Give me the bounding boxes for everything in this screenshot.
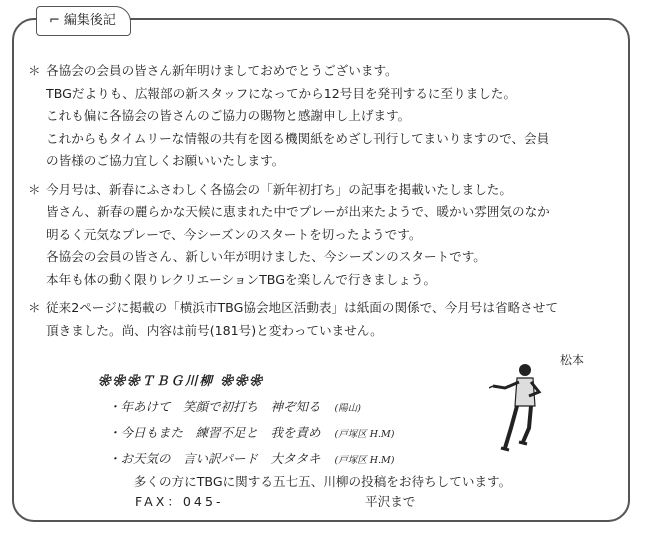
paragraph-new-year-play — [28, 179, 618, 292]
asterisk-icon: ＊ — [28, 181, 41, 197]
tab-bracket-icon: ⌐ — [49, 13, 60, 28]
paragraph-line: これも偏に各協会の皆さんのご協力の賜物と感謝申し上げます。 — [46, 108, 411, 123]
footer-contact — [0, 492, 645, 512]
paragraph-line: 各協会の会員の皆さん、新しい年が明けました、今シーズンのスタートです。 — [46, 249, 486, 264]
paragraph-notice — [28, 297, 618, 342]
paragraph-line: ＊ 従来2ページに掲載の「横浜市TBG協会地区活動表」は紙面の関係で、今月号は省略させて — [28, 297, 618, 320]
editorial-title-tab — [36, 6, 131, 36]
senryu-section — [98, 371, 394, 475]
editorial-body — [28, 60, 618, 348]
editorial-title: 編集後記 — [63, 13, 116, 28]
paragraph-line: 明るく元気なプレーで、今シーズンのスタートを切ったようです。 — [46, 226, 422, 242]
signature: 松本 — [560, 353, 585, 367]
paragraph-line: ＊ 各協会の会員の皆さん新年明けましておめでとうございます。 — [28, 60, 618, 83]
senryu-author: (戸塚区 H.M) — [334, 455, 395, 466]
senryu-verse: ・今日もまた 練習不足と 我を責め (戸塚区 H.M) — [108, 425, 395, 440]
senryu-verse: ・年あけて 笑顔で初打ち 神ぞ知る (陽山) — [108, 399, 361, 414]
asterisk-icon: ＊ — [28, 300, 41, 315]
senryu-verse: ・お天気の 言い訳パード 大タタキ (戸塚区 H.M) — [108, 451, 395, 466]
senryu-heading: ❀❀❀ＴＢＧ川柳 ❀❀❀ — [98, 373, 264, 388]
asterisk-icon: ＊ — [28, 63, 41, 78]
paragraph-line: これからもタイムリーな情報の共有を図る機関紙をめざし刊行してまいりますので、会員 — [46, 130, 550, 146]
paragraph-line: TBGだよりも、広報部の新スタッフになってから12号目を発刊するに至りました。 — [46, 85, 517, 101]
senryu-author: (陽山) — [334, 403, 361, 414]
paragraph-line: の皆様のご協力宜しくお願いいたします。 — [46, 153, 285, 168]
paragraph-line: 本年も体の動く限りレクリエーションTBGを楽しんで行きましょう。 — [46, 271, 437, 287]
senryu-author: (戸塚区 H.M) — [334, 429, 395, 440]
paragraph-line: 頂きました。尚、内容は前号(181号)と変わっていません。 — [46, 322, 383, 338]
paragraph-greeting — [28, 60, 618, 173]
footer — [0, 472, 645, 512]
footer-message: 多くの方にTBGに関する五七五、川柳の投稿をお待ちしています。 — [133, 474, 512, 489]
paragraph-line: 皆さん、新春の麗らかな天候に恵まれた中でプレーが出来たようで、暖かい雰囲気のなか — [46, 204, 550, 219]
golfer-illustration — [489, 358, 549, 454]
fax-number: FAX：045- — [135, 494, 224, 509]
contact-person: 平沢まで — [365, 494, 416, 509]
paragraph-line: ＊ 今月号は、新春にふさわしく各協会の「新年初打ち」の記事を掲載いたしました。 — [28, 179, 618, 202]
